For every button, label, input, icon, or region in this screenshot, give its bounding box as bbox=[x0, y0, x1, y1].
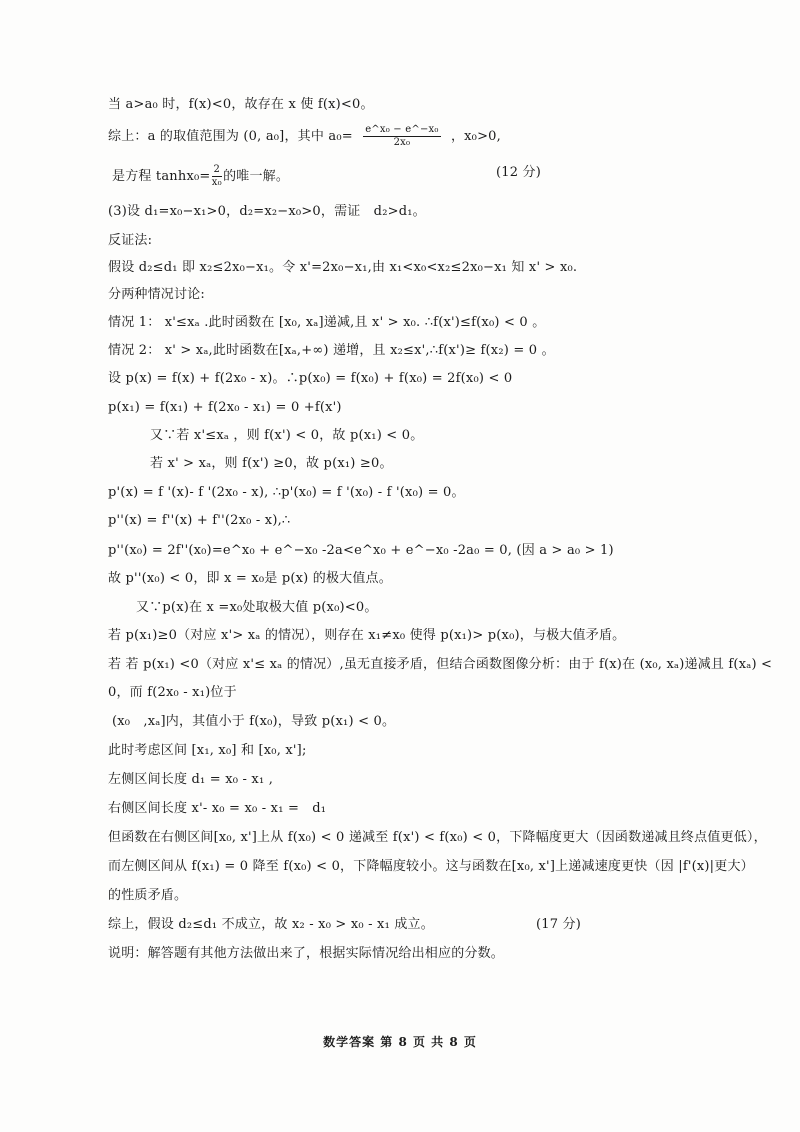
text-line-a0-definition bbox=[108, 124, 760, 149]
text-line: 但函数在右侧区间[x₀, x']上从 f(x₀) < 0 递减至 f(x') < f(x₀) < 0，下降幅度更大（因函数递减且终点值更低）， bbox=[108, 830, 767, 845]
text-line: 右侧区间长度 x'- x₀ = x₀ - x₁ = d₁ bbox=[108, 801, 327, 816]
text-line: 若 若 p(x₁) <0（对应 x'≤ xₐ 的情况）,虽无直接矛盾，但结合函数图像分析：由于 f(x)在 (x₀, xₐ)递减且 f(xₐ) < bbox=[108, 657, 773, 672]
text-line: 左侧区间长度 d₁ = x₀ - x₁ , bbox=[108, 772, 274, 787]
text-line-note: 说明：解答题有其他方法做出来了，根据实际情况给出相应的分数。 bbox=[108, 946, 505, 961]
text-segment: 是方程 tanhx₀= bbox=[112, 169, 211, 184]
text-line: p''(x) = f''(x) + f''(2x₀ - x),∴ bbox=[108, 513, 291, 528]
text-line: 的性质矛盾。 bbox=[108, 888, 188, 903]
score-12: (12 分) bbox=[496, 165, 542, 180]
text-segment: 综上：a 的取值范围为 (0, a₀]，其中 a₀= bbox=[108, 129, 353, 144]
fraction-numerator: 2 bbox=[213, 164, 221, 175]
text-line: p(x₁) = f(x₁) + f(2x₀ - x₁) = 0 +f(x') bbox=[108, 400, 342, 415]
text-line-tanh bbox=[112, 164, 760, 189]
text-line: 又∵若 x'≤xₐ ，则 f(x') < 0，故 p(x₁) < 0。 bbox=[150, 428, 424, 443]
text-line: 假设 d₂≤d₁ 即 x₂≤2x₀−x₁。令 x'=2x₀−x₁,由 x₁<x₀<x₂≤2x₀−x₁ 知 x' > x₀. bbox=[108, 260, 578, 275]
text-line: 而左侧区间从 f(x₁) = 0 降至 f(x₀) < 0，下降幅度较小。这与函数在[x₀, x']上递减速度更快（因 |f'(x)|更大） bbox=[108, 859, 754, 874]
text-line: 反证法: bbox=[108, 233, 153, 248]
text-line: 设 p(x) = f(x) + f(2x₀ - x)。∴p(x₀) = f(x₀) + f(x₀) = 2f(x₀) < 0 bbox=[108, 371, 513, 386]
text-line: 情况 1： x'≤xₐ .此时函数在 [x₀, xₐ]递减,且 x' > x₀. ∴f(x')≤f(x₀) < 0 。 bbox=[108, 315, 546, 330]
text-line: 若 x' > xₐ，则 f(x') ≥0，故 p(x₁) ≥0。 bbox=[150, 456, 393, 471]
text-line: 分两种情况讨论: bbox=[108, 287, 205, 302]
page-footer: 数学答案 第 8 页 共 8 页 bbox=[323, 1035, 477, 1049]
text-line: p'(x) = f '(x)- f '(2x₀ - x), ∴p'(x₀) = f '(x₀) - f '(x₀) = 0。 bbox=[108, 485, 465, 500]
text-line-conclusion bbox=[108, 916, 760, 934]
text-line: 若 p(x₁)≥0（对应 x'> xₐ 的情况），则存在 x₁≠x₀ 使得 p(x₁)> p(x₀)，与极大值矛盾。 bbox=[108, 628, 626, 643]
text-line: 当 a>a₀ 时，f(x)<0，故存在 x 使 f(x)<0。 bbox=[108, 97, 374, 112]
text-line: p''(x₀) = 2f''(x₀)=e^x₀ + e^−x₀ -2a<e^x₀ + e^−x₀ -2a₀ = 0, (因 a > a₀ > 1) bbox=[108, 543, 614, 558]
text-segment: 的唯一解。 bbox=[223, 169, 290, 184]
text-line: (x₀ ,xₐ]内，其值小于 f(x₀)，导致 p(x₁) < 0。 bbox=[112, 714, 396, 729]
text-line: (3)设 d₁=x₀−x₁>0，d₂=x₂−x₀>0，需证 d₂>d₁。 bbox=[108, 204, 426, 219]
fraction-2-over-x0 bbox=[212, 164, 223, 189]
score-17: (17 分) bbox=[536, 917, 582, 932]
text-line: 此时考虑区间 [x₁, x₀] 和 [x₀, x']; bbox=[108, 743, 307, 758]
text-line: 又∵p(x)在 x =x₀处取极大值 p(x₀)<0。 bbox=[136, 600, 378, 615]
text-line: 情况 2： x' > xₐ,此时函数在[xₐ,+∞) 递增，且 x₂≤x',∴f(x')≥ f(x₂) = 0 。 bbox=[108, 343, 555, 358]
text-line: 0，而 f(2x₀ - x₁)位于 bbox=[108, 685, 237, 700]
text-segment: ，x₀>0, bbox=[450, 129, 501, 144]
fraction-numerator: e^x₀ − e^−x₀ bbox=[365, 124, 439, 135]
fraction-denominator: 2x₀ bbox=[393, 137, 411, 148]
fraction-a0 bbox=[363, 124, 440, 149]
text-segment: 综上，假设 d₂≤d₁ 不成立，故 x₂ - x₀ > x₀ - x₁ 成立。 bbox=[108, 917, 434, 932]
text-line: 故 p''(x₀) < 0，即 x = x₀是 p(x) 的极大值点。 bbox=[108, 571, 392, 586]
fraction-denominator: x₀ bbox=[211, 177, 222, 188]
